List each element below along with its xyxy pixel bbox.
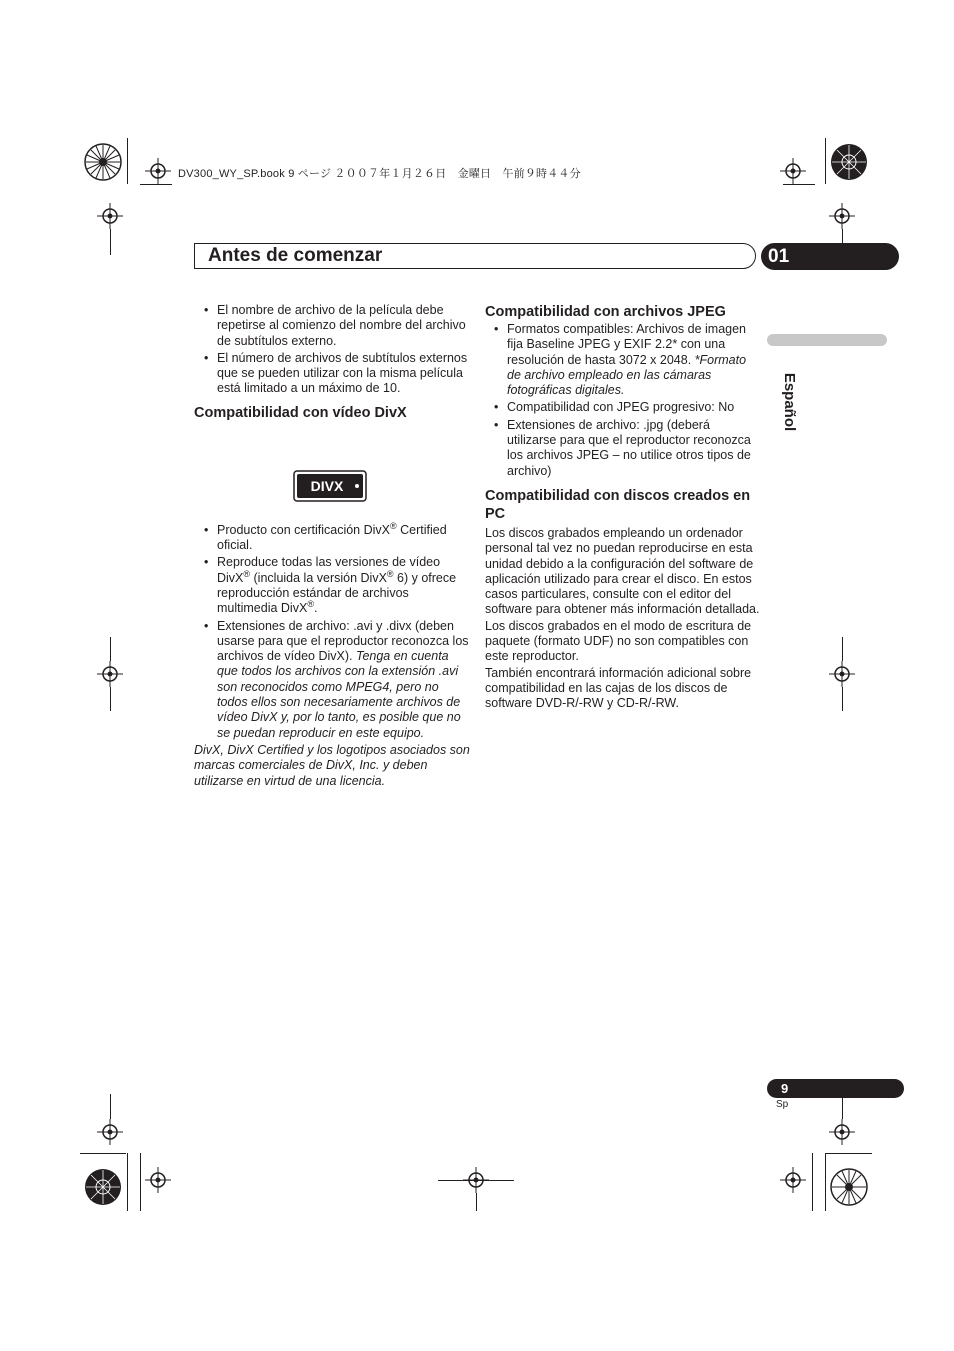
language-tab-bar (767, 334, 887, 346)
crop-line (110, 687, 111, 711)
list-item: • El número de archivos de subtítulos externos que se pueden utilizar con la misma película está limitado a un máximo de 10. (194, 351, 470, 397)
subtitle-notes-list (194, 303, 470, 397)
language-tab-label: Español (781, 372, 798, 432)
list-item: • El nombre de archivo de la película debe repetirse al comienzo del nombre del archivo de subtítulos externo. (194, 303, 470, 349)
crosshair-target-icon (829, 661, 855, 687)
page-number: 9 (781, 1081, 789, 1096)
right-column (485, 303, 761, 712)
list-item: • Extensiones de archivo: .jpg (deberá utilizarse para que el reproductor reconozca los archivos JPEG – no utilice otros tipos de archivo) (485, 418, 761, 479)
divx-logo (293, 470, 367, 502)
svg-text:DIVX: DIVX (310, 478, 344, 494)
crop-line (127, 1153, 128, 1211)
registration-wheel-icon (829, 142, 869, 182)
crop-line (826, 1153, 872, 1154)
registration-wheel-icon (829, 1167, 869, 1207)
crosshair-target-icon (145, 158, 171, 184)
list-item: • Reproduce todas las versiones de vídeo DivX® (incluida la versión DivX® 6) y ofrece reproducción estándar de archivos multimedia DivX®. (194, 555, 470, 616)
section-heading-jpeg: Compatibilidad con archivos JPEG (485, 304, 726, 320)
crop-line (80, 1153, 126, 1154)
divx-features-list (194, 520, 470, 741)
crosshair-target-icon (780, 1167, 806, 1193)
crosshair-target-icon (97, 203, 123, 229)
crop-line (127, 138, 128, 184)
section-heading-divx: Compatibilidad con vídeo DivX (194, 404, 407, 421)
left-column (194, 303, 470, 789)
print-job-info: DV300_WY_SP.book 9 ページ ２００７年１月２６日 金曜日 午前９時４４分 (178, 168, 581, 180)
chapter-number: 01 (768, 246, 790, 267)
crop-line (438, 1180, 514, 1181)
crop-line (842, 637, 843, 661)
list-item: • Extensiones de archivo: .avi y .divx (deben usarse para que el reproductor reconozca los archivos de vídeo DivX). Tenga en cuenta que todos los archivos con la extensión .avi son reconocidos como MPEG4, pero no todos ellos son necesariamente archivos de vídeo DivX y, por lo tanto, es posible que no se puedan reproducir en este equipo. (194, 619, 470, 741)
crosshair-target-icon (829, 1119, 855, 1145)
trademark-note: DivX, DivX Certified y los logotipos asociados son marcas comerciales de DivX, Inc. y deben utilizarse en virtud de una licencia. (194, 742, 470, 788)
list-item: • Compatibilidad con JPEG progresivo: No (485, 400, 761, 415)
list-item: • Formatos compatibles: Archivos de imagen fija Baseline JPEG y EXIF 2.2* con una resolución de hasta 3072 x 2048. *Formato de archivo empleado en las cámaras fotográficas digitales. (485, 322, 761, 398)
list-item: • Producto con certificación DivX® Certified oficial. (194, 523, 470, 554)
crop-line (110, 1094, 111, 1119)
paragraph: Los discos grabados en el modo de escritura de paquete (formato UDF) no son compatibles con este reproductor. (485, 618, 752, 664)
paragraph: También encontrará información adicional sobre compatibilidad en las cajas de los discos de software DVD-R/-RW y CD-R/-RW. (485, 665, 752, 711)
crop-line (812, 1153, 813, 1211)
crop-line (140, 184, 172, 185)
crop-line (110, 637, 111, 661)
crop-line (476, 1193, 477, 1211)
jpeg-features-list (485, 322, 761, 479)
crop-line (110, 229, 111, 255)
registration-wheel-icon (83, 1167, 123, 1207)
chapter-title: Antes de comenzar (208, 245, 383, 266)
paragraph: Los discos grabados empleando un ordenador personal tal vez no puedan reproducirse en esta unidad debido a la configuración del software de aplicación utilizado para crear el disco. En estos casos particulares, consulte con el editor del software para obtener más información detallada. (485, 525, 760, 617)
crosshair-target-icon (829, 203, 855, 229)
crosshair-target-icon (97, 661, 123, 687)
crosshair-target-icon (780, 158, 806, 184)
crop-line (783, 184, 815, 185)
page-language-code: Sp (776, 1099, 789, 1110)
crop-line (825, 138, 826, 184)
crop-line (140, 1153, 141, 1211)
registration-wheel-icon (83, 142, 123, 182)
crop-line (825, 1153, 826, 1211)
crop-line (842, 687, 843, 711)
crosshair-target-icon (97, 1119, 123, 1145)
crosshair-target-icon (145, 1167, 171, 1193)
section-heading-pc-discs: Compatibilidad con discos creados en PC (485, 487, 751, 522)
